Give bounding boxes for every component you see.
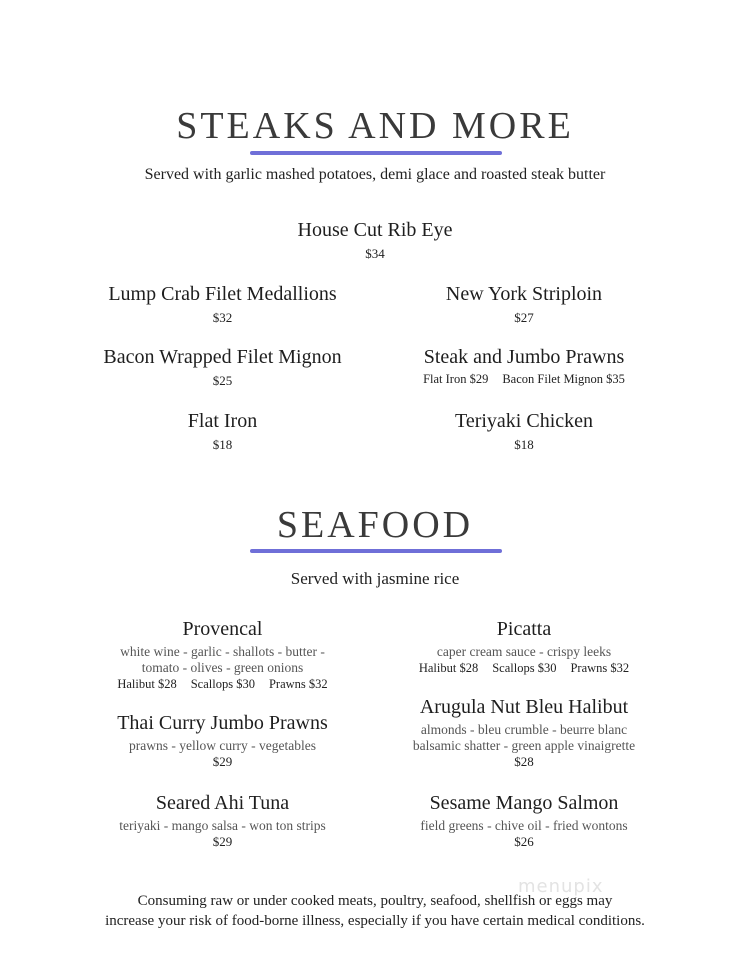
food-safety-disclaimer xyxy=(0,891,750,931)
item-name: Seared Ahi Tuna xyxy=(155,792,290,814)
menu-item xyxy=(374,410,674,453)
option-price: Halibut $28 xyxy=(418,661,479,675)
item-name: Provencal xyxy=(182,618,263,640)
option-price: Halibut $28 xyxy=(117,677,177,691)
item-price: $28 xyxy=(514,754,534,769)
item-price: $29 xyxy=(212,834,233,849)
option-price: Prawns $32 xyxy=(268,677,328,691)
menu-item xyxy=(70,283,375,326)
item-price: $27 xyxy=(514,310,534,325)
menu-item xyxy=(70,712,375,770)
item-description xyxy=(374,644,674,660)
description-line: field greens - chive oil - fried wontons xyxy=(420,818,628,833)
item-description xyxy=(374,818,674,834)
item-price: $32 xyxy=(212,310,233,325)
item-price: $25 xyxy=(212,373,233,388)
item-name: Teriyaki Chicken xyxy=(455,410,593,432)
item-name: Picatta xyxy=(496,618,552,640)
item-price: $34 xyxy=(365,246,385,261)
steaks-title-underline xyxy=(250,151,502,155)
menu-item xyxy=(225,219,525,262)
menu-item xyxy=(374,696,674,770)
item-name: Bacon Wrapped Filet Mignon xyxy=(103,346,342,368)
item-name: House Cut Rib Eye xyxy=(297,219,453,241)
item-name: Steak and Jumbo Prawns xyxy=(423,346,625,368)
item-name: Sesame Mango Salmon xyxy=(429,792,619,814)
item-name: Thai Curry Jumbo Prawns xyxy=(117,712,328,734)
menu-item xyxy=(374,792,674,850)
menu-item xyxy=(70,792,375,850)
option-price: Flat Iron $29 xyxy=(423,372,489,386)
item-name: New York Striploin xyxy=(445,283,603,305)
item-options xyxy=(374,372,674,387)
item-description xyxy=(70,818,375,834)
steaks-subtitle: Served with garlic mashed potatoes, demi glace and roasted steak butter xyxy=(144,166,606,183)
seafood-subtitle: Served with jasmine rice xyxy=(290,569,460,588)
description-line: white wine - garlic - shallots - butter - xyxy=(120,644,325,659)
menu-item xyxy=(70,346,375,389)
menu-item xyxy=(70,410,375,453)
steaks-section-title: STEAKS AND MORE xyxy=(176,105,574,147)
description-line: prawns - yellow curry - vegetables xyxy=(128,738,317,753)
seafood-section-title: SEAFOOD xyxy=(276,504,474,546)
item-options xyxy=(70,677,375,692)
description-line: balsamic shatter - green apple vinaigrette xyxy=(412,738,636,753)
description-line: almonds - bleu crumble - beurre blanc xyxy=(420,722,628,737)
item-name: Arugula Nut Bleu Halibut xyxy=(419,696,629,718)
item-description xyxy=(70,738,375,754)
item-price: $29 xyxy=(212,754,233,769)
seafood-title-underline xyxy=(250,549,502,553)
menu-item xyxy=(374,618,674,676)
item-price: $18 xyxy=(212,437,233,452)
item-description xyxy=(374,722,674,754)
item-price: $18 xyxy=(514,437,534,452)
description-line: teriyaki - mango salsa - won ton strips xyxy=(119,818,326,833)
item-description xyxy=(70,644,375,676)
description-line: tomato - olives - green onions xyxy=(141,660,304,675)
option-price: Prawns $32 xyxy=(570,661,630,675)
option-price: Scallops $30 xyxy=(492,661,557,675)
option-price: Bacon Filet Mignon $35 xyxy=(502,372,625,386)
watermark: menupix xyxy=(518,876,604,897)
item-price: $26 xyxy=(514,834,534,849)
menu-item xyxy=(70,618,375,692)
menu-item xyxy=(374,283,674,326)
menu-item xyxy=(374,346,674,387)
item-name: Flat Iron xyxy=(187,410,258,432)
item-options xyxy=(374,661,674,676)
disclaimer-line: Consuming raw or under cooked meats, poultry, seafood, shellfish or eggs may xyxy=(137,893,613,909)
disclaimer-line: increase your risk of food-borne illness, especially if you have certain medical conditions. xyxy=(105,913,645,929)
item-name: Lump Crab Filet Medallions xyxy=(108,283,337,305)
description-line: caper cream sauce - crispy leeks xyxy=(436,644,612,659)
option-price: Scallops $30 xyxy=(190,677,255,691)
